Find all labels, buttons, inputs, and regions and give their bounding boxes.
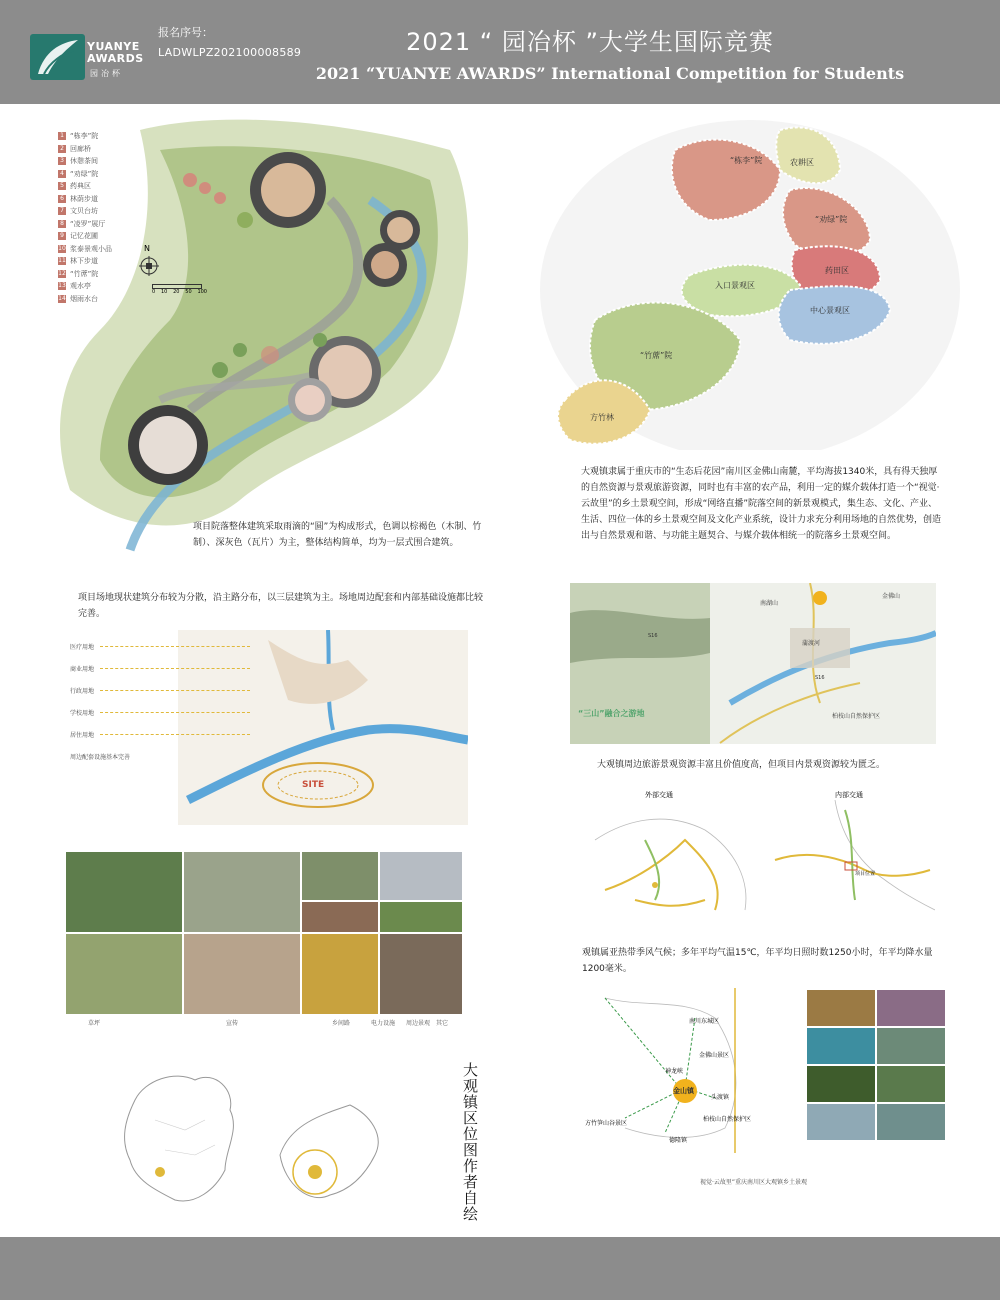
site-photo [380,934,462,1014]
map-slogan: “三山”融合之游地 [578,709,645,718]
legend-item [58,218,112,231]
legend-item [58,155,112,168]
legend-number: 3 [58,157,66,165]
site-photo [184,852,300,932]
photo-caption: 草坪 [88,1020,101,1027]
legend-number: 2 [58,145,66,153]
leader-line [100,668,250,669]
legend-number: 8 [58,220,66,228]
north-arrow [139,244,163,278]
legend-item [58,143,112,156]
zone-label: “劝绿”院 [815,215,848,224]
site-photo [380,902,462,932]
tourism-label: 方竹笋山谷景区 [585,1120,628,1127]
logo-leaf-icon [30,34,85,80]
legend-number: 12 [58,269,66,277]
legend-label: “凌罗”展厅 [70,219,106,228]
title-english: 2021 “YUANYE AWARDS” International Competition for Students [315,64,905,83]
legend-label: 药典区 [70,182,91,191]
leader-line [100,646,250,647]
logo-mark [30,34,85,80]
land-use-label [70,730,250,739]
legend-number: 4 [58,170,66,178]
legend-number: 10 [58,244,66,252]
legend-number: 9 [58,232,66,240]
legend-number: 14 [58,294,66,302]
legend-label: “劝绿”院 [70,169,99,178]
land-use-label [70,752,130,761]
site-status-text: 项目场地现状建筑分布较为分散，沿主路分布，以三层建筑为主。场地周边配套和内部基础设施都比较完善。 [78,593,484,619]
registration-number: LADWLPZ202100008589 [158,46,302,59]
intro-text: 大观镇隶属于重庆市的“生态后花园”南川区金佛山南麓，平均海拔1340米，具有得天独厚的自然资源与景观旅游资源，同时也有丰富的农产品，利用一定的媒介载体打造一个“视觉·云故里”的乡土景观空间，形成“网络直播”院落空间的新景观模式，集生态、文化、产业、生活、四位一体的乡土景观空间及文化产业系统，设计力求充分利用场地的自然优势，创造出与自然景观和谐、与功能主题契合、与媒介载体相统一的院落乡土景观空间。 [581,467,942,541]
tourism-label: 头渡镇 [711,1094,730,1101]
tourism-caption: 视觉·云故里”重庆南川区大观镇乡土景观 [700,1179,808,1186]
site-photo [302,852,378,900]
china-location-map [115,1060,245,1220]
land-use-text: 周边配套设施基本完善 [70,754,131,761]
location-caption: 大观镇区位图作者自绘 [461,1062,479,1222]
zone-label: 农耕区 [790,158,814,167]
logo-text-cn: 园冶杯 [90,69,123,78]
scale-bar [152,284,207,296]
tourism-label: 金佛山景区 [699,1052,730,1059]
legend-item [58,205,112,218]
legend-item [58,168,112,181]
legend-item [58,255,112,268]
traffic-site-label: 项目位置 [855,871,876,877]
tourism-label: 柏枝山自然保护区 [703,1116,752,1123]
scale-tick: 100 [197,289,207,295]
site-photo [184,934,300,1014]
tourism-photo-grid [807,990,945,1142]
legend-item [58,243,112,256]
land-use-text: 学校用地 [70,710,95,717]
legend-label: 烟雨水台 [70,294,98,303]
site-photo [66,934,182,1014]
leader-line [100,712,250,713]
chongqing-location-map [260,1095,390,1215]
climate-text: 观镇属亚热带季风气候；多年平均气温15℃，年平均日照时数1250小时，年平均降水量1200毫米。 [582,948,933,974]
leader-line [100,734,250,735]
tourism-label: 德隆镇 [669,1137,688,1144]
legend-number: 13 [58,282,66,290]
legend-label: 浆泰景观小品 [70,244,112,253]
footer-band [0,1237,1000,1300]
land-use-label [70,664,250,673]
photo-caption: 宣传 [226,1020,239,1027]
legend-label: 林下步道 [70,257,98,266]
legend-item [58,230,112,243]
tourism-photo [807,1028,875,1064]
land-use-text: 医疗用地 [70,644,95,651]
zone-label: 中心景观区 [810,306,850,315]
north-label: N [144,244,150,253]
land-use-text: 行政用地 [70,688,95,695]
site-photo [380,852,462,900]
legend-number: 11 [58,257,66,265]
scale-tick: 50 [185,289,192,295]
traffic-internal-title: 内部交通 [835,791,863,799]
land-use-label [70,686,250,695]
tourism-map [585,988,805,1153]
legend-label: 记忆花圃 [70,232,98,241]
tourism-center: 金山镇 [673,1087,694,1095]
legend-number: 7 [58,207,66,215]
zone-label: 方竹林 [590,413,614,422]
tourism-photo [877,1104,945,1140]
site-status-map [68,630,468,825]
legend-label: “栋李”院 [70,132,99,141]
traffic-internal-map [765,790,935,925]
tourism-label: 南川东城区 [689,1018,720,1025]
legend-item [58,130,112,143]
site-label: SITE [302,780,325,790]
tourism-photo [807,990,875,1026]
legend-item [58,268,112,281]
land-use-label [70,642,250,651]
registration-label: 报名序号： [158,26,213,39]
legend-label: 回廊桥 [70,144,91,153]
land-use-text: 商业用地 [70,666,95,673]
legend-number: 6 [58,195,66,203]
tourism-photo [877,1066,945,1102]
map-label: 柏枝山自然保护区 [832,713,881,720]
tourism-photo [807,1104,875,1140]
photo-caption: 其它 [436,1020,449,1027]
map-label: S16 [815,675,825,681]
zone-label: “栋李”院 [730,156,763,165]
map-label: 南湖山 [760,600,779,607]
site-photo [302,934,378,1014]
zone-label: 入口景观区 [715,281,755,290]
tourism-photo [877,990,945,1026]
masterplan-legend [58,130,112,305]
scale-tick: 10 [160,289,168,295]
legend-label: 文贝台坊 [70,207,98,216]
legend-number: 1 [58,132,66,140]
legend-label: “竹蓆”院 [70,269,99,278]
legend-item [58,293,112,306]
masterplan-description: 项目院落整体建筑采取雨滴的“圆”为构成形式，色调以棕褐色（木制、竹制）、深灰色（瓦片）为主，整体结构简单，均为一层式围合建筑。 [193,522,482,548]
land-use-text: 居住用地 [70,732,95,739]
photo-caption: 电力设施 [371,1020,396,1027]
site-photo [302,902,378,932]
site-photo [66,852,182,932]
zoning-diagram [540,110,960,450]
tourism-photo [877,1028,945,1064]
tourism-photo [807,1066,875,1102]
zone-label: 药田区 [825,266,849,275]
map-label: S16 [648,633,658,639]
scale-tick: 20 [173,289,180,295]
compass-icon [139,254,163,278]
land-use-label [70,708,250,717]
legend-item [58,280,112,293]
legend-label: 林荫步道 [70,194,98,203]
resources-text: 大观镇周边旅游景观资源丰富且价值度高，但项目内景观资源较为匮乏。 [597,760,886,770]
title-chinese: 2021 “ 园冶杯 ”大学生国际竞赛 [406,28,774,56]
tourism-label: 神龙峡 [665,1068,684,1075]
scale-tick: 0 [152,289,156,295]
legend-item [58,180,112,193]
photo-caption: 乡间路 [332,1020,351,1027]
legend-label: 休憩茶间 [70,157,98,166]
legend-number: 5 [58,182,66,190]
leader-line [100,690,250,691]
traffic-external-map [585,790,755,925]
zone-label: “竹蓆”院 [640,351,673,360]
legend-label: 观水亭 [70,282,91,291]
logo-text: YUANYE AWARDS [87,40,144,65]
traffic-external-title: 外部交通 [645,791,673,799]
photo-caption: 周边景观 [406,1020,431,1027]
map-label: 蒲渡河 [802,640,821,647]
site-photo-grid [66,852,462,1032]
legend-item [58,193,112,206]
map-label: 金佛山 [882,593,901,600]
regional-map [570,583,936,744]
